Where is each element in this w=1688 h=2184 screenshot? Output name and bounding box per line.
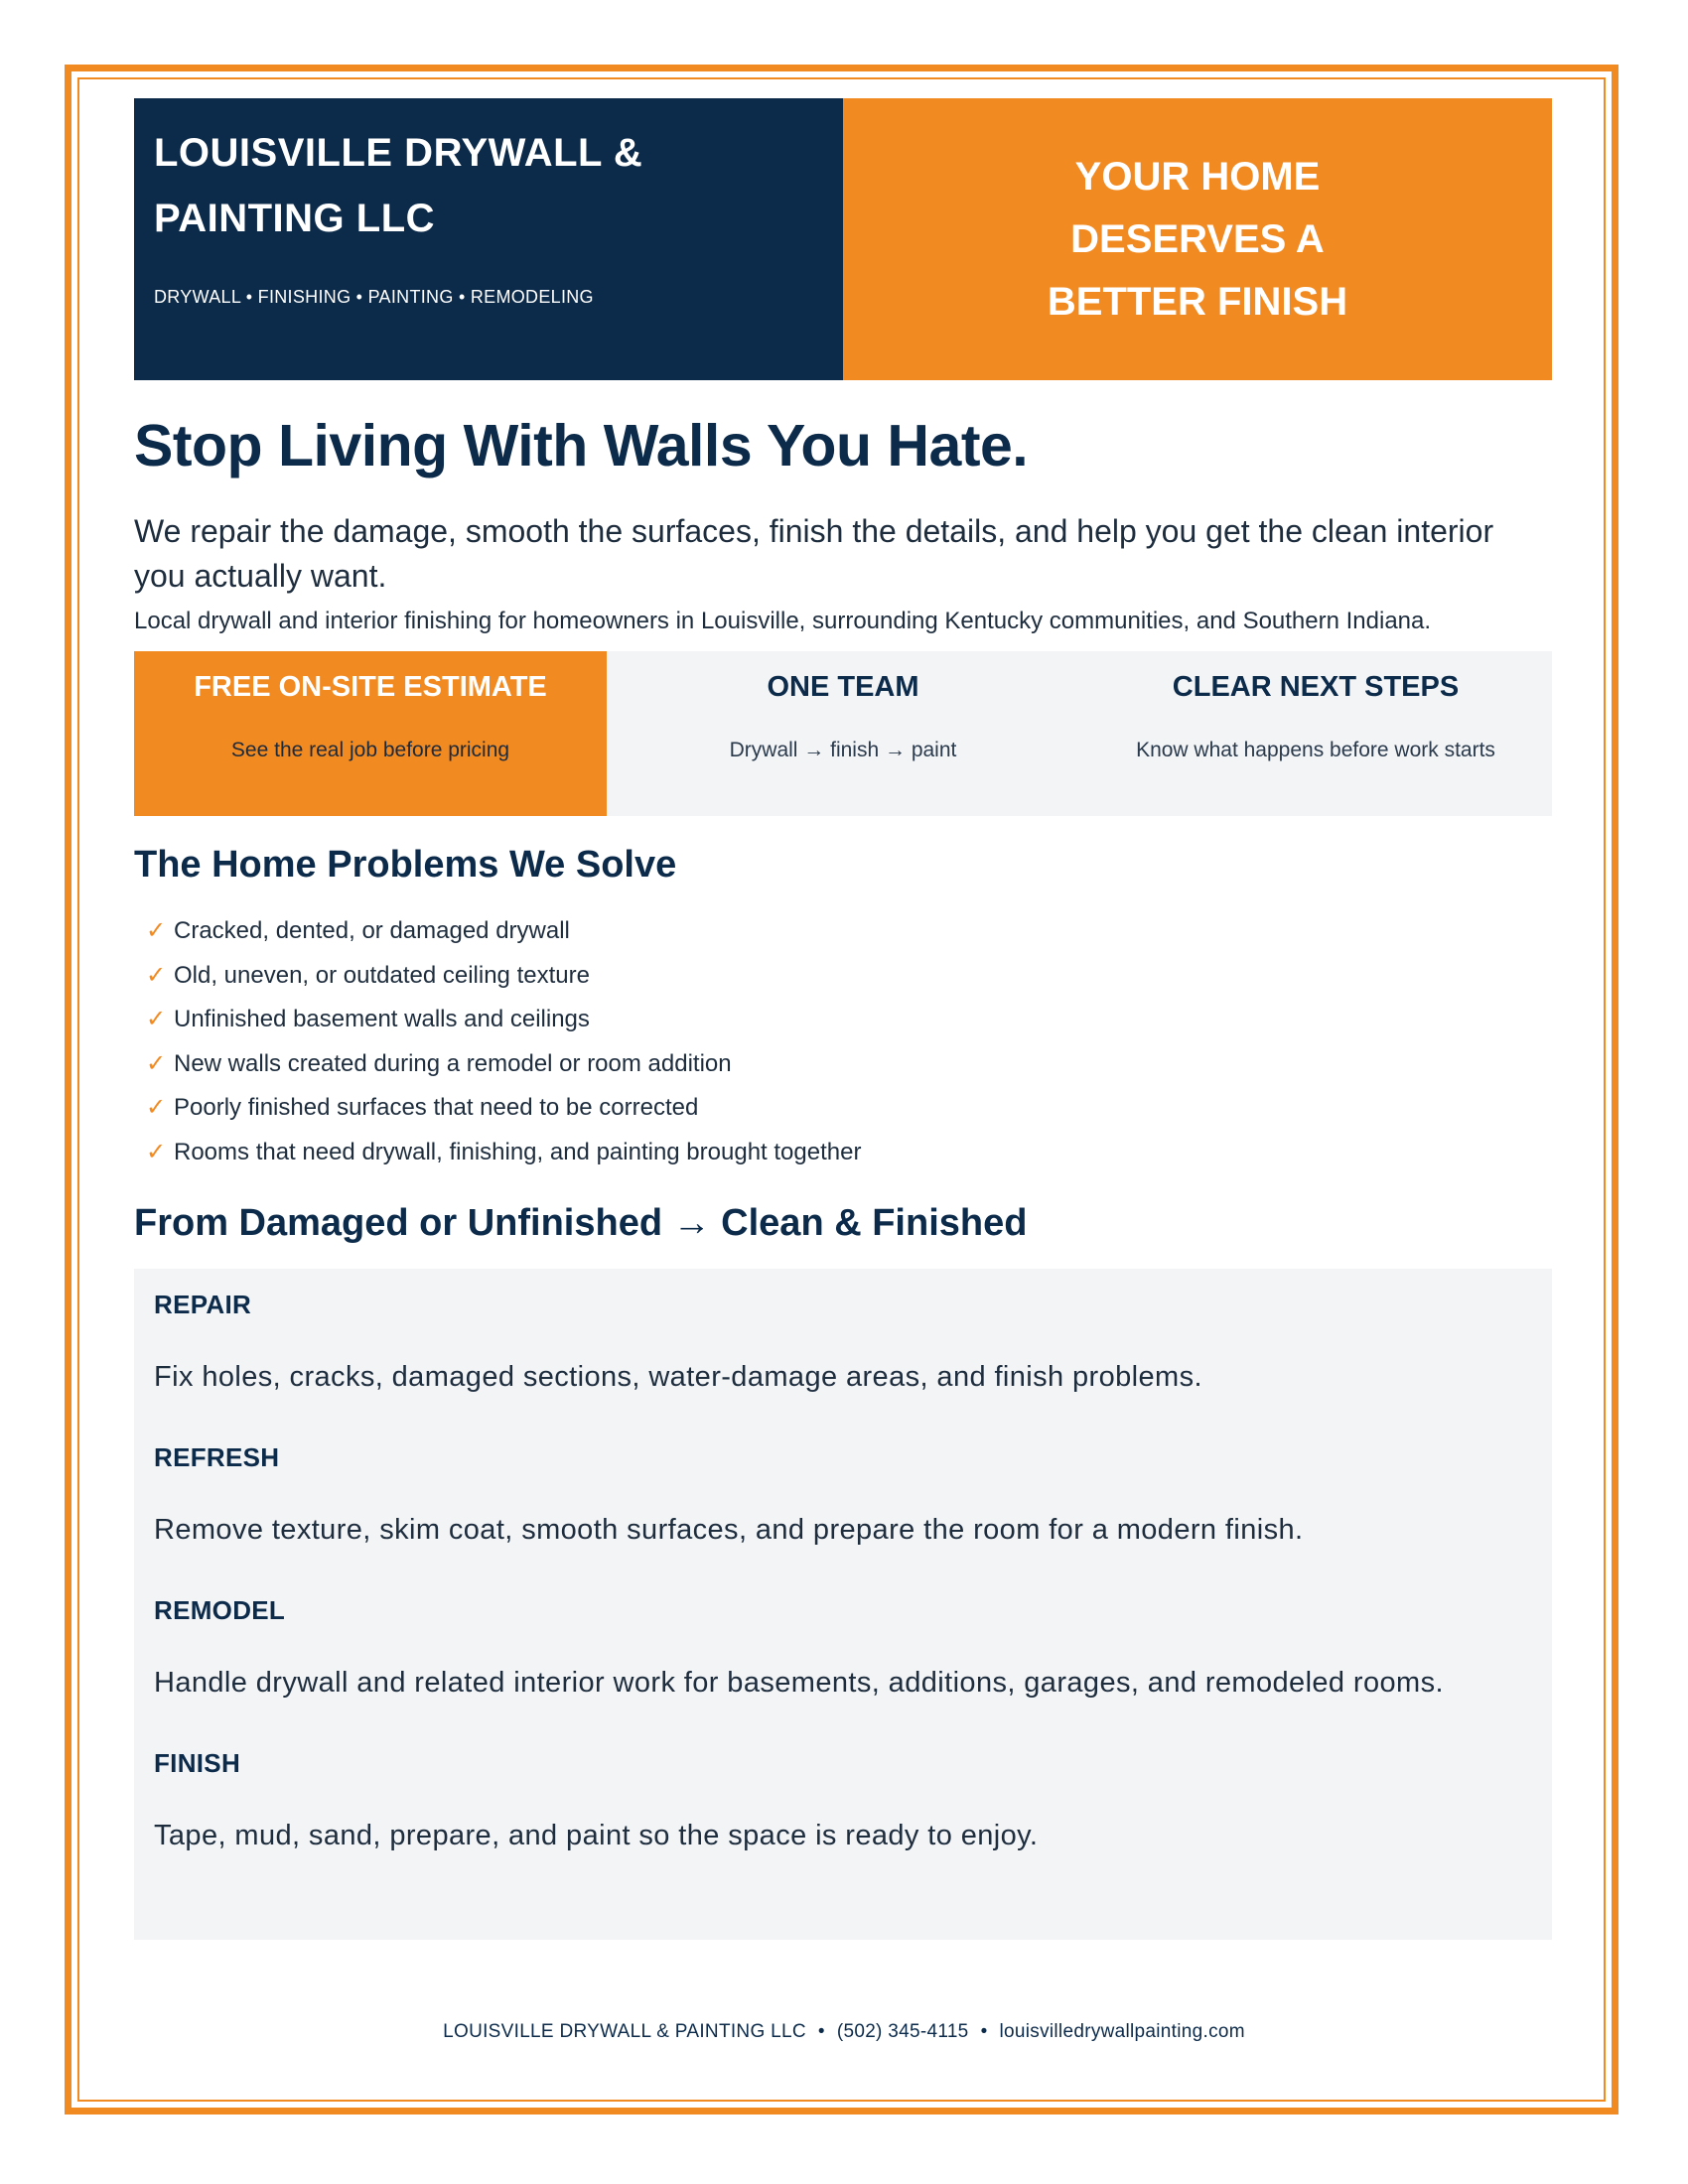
services-panel — [134, 1269, 1552, 1940]
footer-separator: • — [980, 2021, 988, 2042]
list-item — [146, 1042, 1552, 1087]
service-finish — [154, 1745, 1532, 1858]
list-item-text: Poorly finished surfaces that need to be corrected — [174, 1094, 699, 1121]
feature-one-team — [607, 651, 1079, 816]
footer-separator: • — [817, 2021, 825, 2042]
feature-subtitle: See the real job before pricing — [230, 739, 510, 761]
feature-subtitle: Know what happens before work starts — [1136, 739, 1495, 761]
tagline — [1019, 146, 1376, 334]
footer-phone[interactable]: (502) 345-4115 — [836, 2021, 969, 2042]
header — [134, 98, 1552, 380]
tagline-line1: YOUR HOME — [1074, 154, 1321, 199]
list-item — [146, 1131, 1552, 1175]
service-description: Remove texture, skim coat, smooth surfaces, and prepare the room for a modern finish. — [154, 1514, 1304, 1546]
checkmark-icon: ✓ — [146, 917, 167, 944]
list-item — [146, 909, 1552, 954]
list-item-text: New walls created during a remodel or room addition — [174, 1049, 732, 1077]
brand-panel — [134, 98, 843, 380]
list-item-text: Cracked, dented, or damaged drywall — [174, 917, 570, 944]
list-item — [146, 998, 1552, 1042]
footer — [0, 2021, 1688, 2043]
tagline-line2: DESERVES A — [1070, 216, 1325, 261]
service-description: Handle drywall and related interior work for basements, additions, garages, and remodeled rooms. — [154, 1667, 1444, 1699]
service-refresh — [154, 1439, 1532, 1553]
service-description: Tape, mud, sand, prepare, and paint so the space is ready to enjoy. — [154, 1820, 1039, 1851]
services-heading: From Damaged or Unfinished → Clean & Finished — [134, 1202, 1028, 1244]
problems-heading: The Home Problems We Solve — [134, 844, 677, 886]
company-name-line1: LOUISVILLE DRYWALL & — [154, 131, 643, 175]
service-repair — [154, 1287, 1532, 1400]
checkmark-icon: ✓ — [146, 961, 167, 989]
tagline-line3: BETTER FINISH — [1047, 279, 1348, 324]
company-name-line2: PAINTING LLC — [154, 197, 436, 240]
checkmark-icon: ✓ — [146, 1049, 167, 1077]
list-item-text: Unfinished basement walls and ceilings — [174, 1006, 590, 1032]
feature-strip — [134, 651, 1552, 816]
tagline-panel — [843, 98, 1552, 380]
feature-clear-next-steps — [1079, 651, 1552, 816]
checkmark-icon: ✓ — [146, 1138, 167, 1165]
service-description: Fix holes, cracks, damaged sections, water-damage areas, and finish problems. — [154, 1361, 1202, 1393]
feature-free-estimate — [134, 651, 607, 816]
service-remodel — [154, 1592, 1532, 1706]
list-item-text: Rooms that need drywall, finishing, and painting brought together — [174, 1138, 862, 1165]
service-title: REFRESH — [154, 1442, 280, 1472]
service-title: REPAIR — [154, 1290, 252, 1319]
footer-website-link[interactable]: louisvilledrywallpainting.com — [999, 2021, 1245, 2042]
flyer-content — [134, 98, 1552, 1940]
problems-list — [146, 909, 1552, 1174]
feature-title: ONE TEAM — [767, 671, 919, 703]
feature-title: CLEAR NEXT STEPS — [1172, 671, 1460, 703]
company-name — [154, 120, 823, 251]
service-area-text: Local drywall and interior finishing for homeowners in Louisville, surrounding Kentucky communities, and Southern Indiana. — [134, 608, 1432, 634]
service-title: FINISH — [154, 1748, 241, 1778]
feature-subtitle: Drywall → finish → paint — [729, 739, 957, 761]
services-line: DRYWALL • FINISHING • PAINTING • REMODELING — [154, 287, 594, 307]
feature-title: FREE ON-SITE ESTIMATE — [194, 671, 547, 703]
headline: Stop Living With Walls You Hate. — [134, 413, 1029, 478]
lead-paragraph: We repair the damage, smooth the surfaces, finish the details, and help you get the clean interior you actually want. — [134, 513, 1494, 594]
list-item-text: Old, uneven, or outdated ceiling texture — [174, 961, 590, 989]
service-title: REMODEL — [154, 1595, 286, 1625]
list-item — [146, 954, 1552, 999]
footer-company: LOUISVILLE DRYWALL & PAINTING LLC — [443, 2021, 806, 2042]
checkmark-icon: ✓ — [146, 1094, 167, 1121]
list-item — [146, 1086, 1552, 1131]
checkmark-icon: ✓ — [146, 1006, 167, 1032]
